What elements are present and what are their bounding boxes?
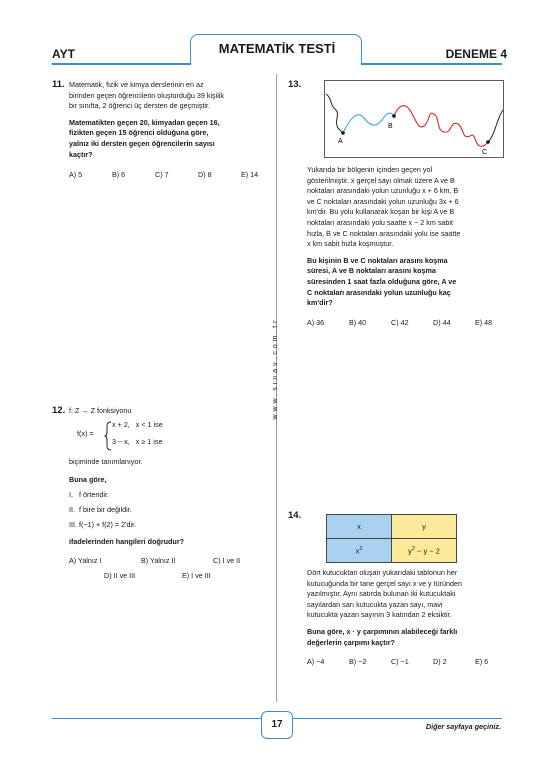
answer-options [307, 318, 507, 327]
case-2: 3 − x, x ≥ 1 ise [112, 436, 163, 446]
text-line: bir sınıfta, 2 öğrenci üç dersten de geçmiştir. [69, 101, 211, 111]
text-line: Dört kutucuktan oluşan yukarıdaki tablonun her [307, 568, 458, 577]
lead-line: Buna göre, [69, 475, 107, 485]
text-line: ve C noktaları arasındaki yolun uzunluğu 3x + 6 [307, 196, 459, 206]
road-diagram [324, 80, 504, 158]
text-line: biçiminde tanımlanıyor. [69, 456, 143, 466]
question-text [307, 568, 507, 666]
table-cell-y: y [392, 515, 457, 539]
text-line: kutucuğunda bir tane gerçel sayı x ve y türünden [307, 578, 463, 588]
value-table [326, 514, 457, 563]
text-line: kutucukta yazan sayının 3 katından 2 eksiktir. [307, 610, 452, 620]
text-line: noktaları arasındaki yolun uzunluğu x + 6 km, B [307, 186, 459, 196]
question-line: Buna göre, x · y çarpımının alabileceği farklı [307, 626, 458, 636]
text-line: sayılardan sarı kutucukta yazan sayı, mavi [307, 599, 443, 609]
question-number: 14. [288, 510, 302, 521]
question-number: 12. [52, 405, 66, 416]
option-d[interactable]: D) 44 [433, 317, 451, 327]
statement-ii: II. f bire bir değildir. [69, 504, 132, 514]
question-line: yalnız iki dersten geçen öğrencilerin sayısı [69, 138, 215, 148]
answer-options [69, 170, 267, 179]
option-d[interactable]: D) 2 [433, 657, 447, 667]
text-line: hızla, B ve C noktaları arasındaki yolu ise saatte [307, 228, 461, 238]
question-number: 11. [52, 79, 65, 90]
header-line-left [52, 63, 191, 65]
question-line: süresinden 1 saat fazla olduğuna göre, A ve [307, 276, 457, 286]
option-c[interactable]: C) 7 [155, 170, 169, 180]
question-line: C noktaları arasındaki yolun uzunluğu kaç [307, 287, 451, 297]
option-c[interactable]: C) −1 [391, 657, 409, 667]
site-watermark: w w w . s i n a v . c o m . t r [272, 320, 279, 420]
text-line: yazılmıştır. Aynı satırda bulunan iki kutucuktaki [307, 589, 456, 599]
option-c[interactable]: C) 42 [391, 317, 409, 327]
question-12 [52, 406, 267, 580]
option-e[interactable]: E) 48 [475, 317, 493, 327]
question-number: 13. [288, 79, 302, 90]
question-11 [52, 80, 267, 179]
question-line: Matematikten geçen 20, kimyadan geçen 16, [69, 117, 220, 127]
option-a[interactable]: A) −4 [307, 657, 325, 667]
point-c-label: C [482, 149, 488, 156]
exam-label: DENEME 4 [445, 47, 507, 61]
option-b[interactable]: B) Yalnız II [141, 556, 176, 566]
answer-options [307, 657, 507, 666]
text-line: noktaları arasındaki yolu saatte x − 2 km sabit [307, 217, 454, 227]
page-number: 17 [261, 711, 293, 739]
case-1: x + 2, x < 1 ise [112, 419, 163, 429]
question-text [69, 80, 267, 179]
option-b[interactable]: B) −2 [349, 657, 367, 667]
text-line: km'dir. Bu yolu kullanarak koşan bir kişi A ve B [307, 207, 455, 217]
option-d[interactable]: D) 8 [198, 170, 212, 180]
option-e[interactable]: E) I ve III [182, 571, 211, 581]
option-a[interactable]: A) 36 [307, 317, 325, 327]
option-b[interactable]: B) 6 [112, 170, 126, 180]
text-line: Yukarıda bir bölgenin içinden geçen yol [307, 165, 433, 174]
question-line: ifadelerinden hangileri doğrudur? [69, 536, 185, 546]
option-b[interactable]: B) 40 [349, 317, 367, 327]
question-text [307, 165, 507, 327]
function-label: f(x) = [77, 428, 94, 438]
text-line: Matematik, fizik ve kimya derslerinin en az [69, 80, 204, 89]
next-page-note: Diğer sayfaya geçiniz. [425, 722, 501, 731]
question-line: değerlerin çarpımı kaçtır? [307, 637, 395, 647]
question-line: fizikten geçen 15 öğrenci olduğuna göre, [69, 128, 209, 138]
question-text [69, 406, 267, 547]
option-a[interactable]: A) Yalnız I [69, 556, 102, 566]
piecewise-function [69, 419, 267, 453]
question-line: km'dir? [307, 298, 333, 308]
question-line: süresi, A ve B noktaları arasını koşma [307, 266, 436, 276]
answer-options-row2 [104, 571, 267, 580]
table-cell-x-squared: $x^2$ [327, 539, 392, 563]
statement-iii: III. f(−1) + f(2) = 2'dir. [69, 519, 137, 529]
question-line: Bu kişinin B ve C noktaları arasını koşma [307, 255, 448, 265]
table-cell-x: x [327, 515, 392, 539]
option-d[interactable]: D) II ve III [104, 571, 136, 581]
point-a-label: A [338, 138, 343, 145]
text-line: gösterilmiştir. x gerçel sayı olmak üzere A ve B [307, 175, 455, 185]
text-line: x km sabit hızla koşmuştur. [307, 239, 394, 249]
table-cell-y-expression: $y^2 - y - 2$ [392, 539, 457, 563]
option-e[interactable]: E) 14 [241, 170, 259, 180]
statement-i: I. f örtendir. [69, 489, 109, 499]
text-line: birinden geçen öğrencilerin oluşturduğu 39 kişilik [69, 90, 225, 100]
option-a[interactable]: A) 5 [69, 170, 83, 180]
option-e[interactable]: E) 6 [475, 657, 489, 667]
header-line-right [361, 63, 502, 65]
brace-icon [104, 421, 112, 451]
exam-type: AYT [52, 47, 75, 61]
function-intro: f: Z → Z fonksiyonu [69, 406, 132, 415]
page-title: MATEMATİK TESTİ [218, 41, 336, 56]
option-c[interactable]: C) I ve II [213, 556, 241, 566]
question-line: kaçtır? [69, 149, 93, 159]
point-b-label: B [388, 123, 393, 130]
answer-options [69, 556, 267, 565]
